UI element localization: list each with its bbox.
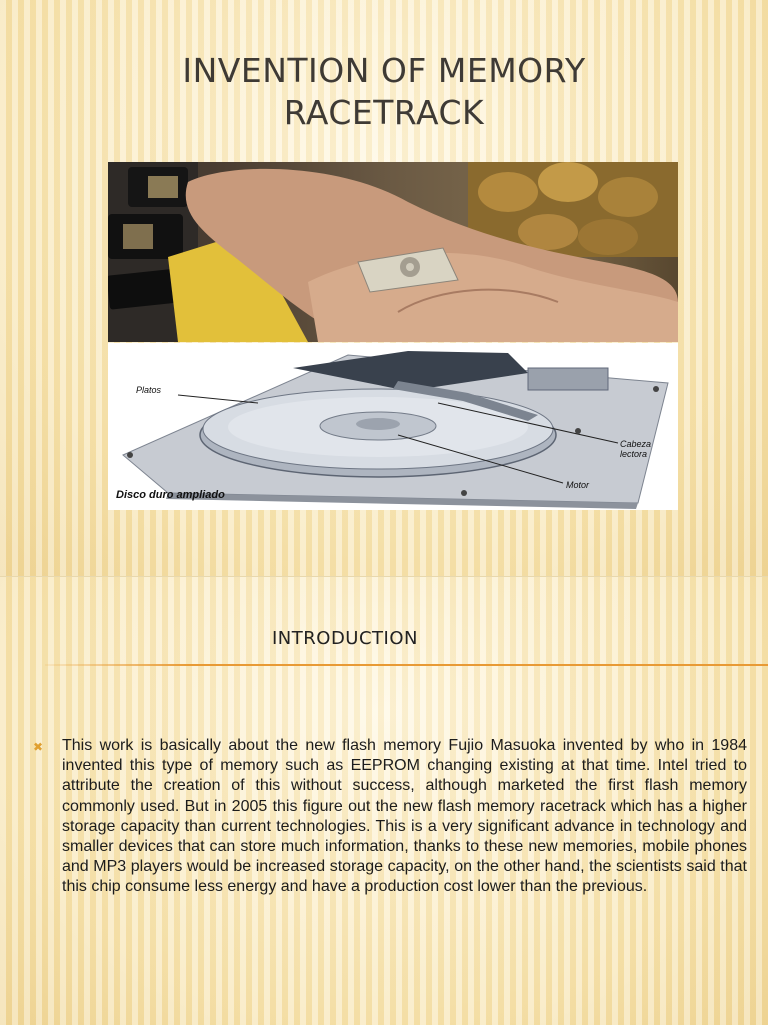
slide-title bbox=[0, 50, 768, 134]
heading-divider bbox=[45, 664, 768, 666]
motor-label: Motor bbox=[566, 480, 590, 490]
diagram-caption: Disco duro ampliado bbox=[116, 489, 225, 501]
body-paragraph: This work is basically about the new flash memory Fujio Masuoka invented by who in 1984 invented this type of memory such as EEPROM changing existing at that time. Intel tried to attribute the creation of this without success, although marketed the first flash memory commonly used. But in 2005 this figure out the new flash memory racetrack which has a higher storage capacity than current technologies. This is a very significant advance in technology and smaller devices that can store much information, thanks to these new memories, mobile phones and MP3 players would be increased storage capacity, on the other hand, the scientists said that this chip consume less energy and have a production cost lower than the previous. bbox=[62, 737, 747, 896]
head-label: Cabeza bbox=[620, 439, 652, 449]
platters-label: Platos bbox=[136, 385, 162, 395]
hard-drive-diagram bbox=[108, 343, 678, 510]
section-heading: INTRODUCTION bbox=[272, 628, 418, 649]
hand-holding-chip-photo bbox=[108, 162, 678, 342]
title-line-1: INVENTION OF MEMORY bbox=[182, 51, 586, 90]
x-mark-icon: ✖ bbox=[33, 740, 44, 754]
title-line-2: RACETRACK bbox=[283, 93, 485, 132]
head-label-2: lectora bbox=[620, 449, 648, 459]
